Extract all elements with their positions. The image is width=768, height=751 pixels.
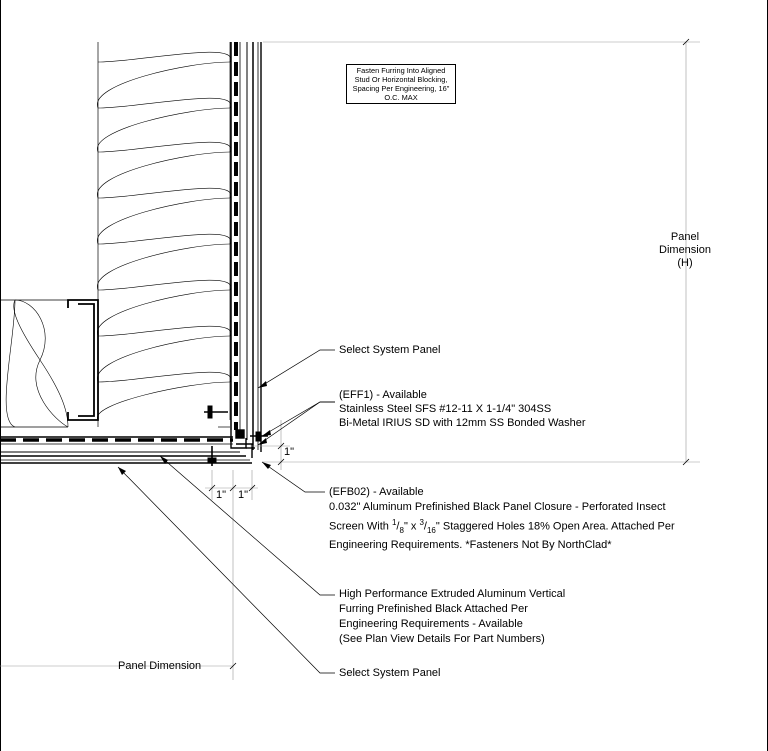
- efb02-line-4: Engineering Requirements. *Fasteners Not By NorthClad*: [329, 538, 612, 551]
- callout-efb02: [329, 485, 675, 553]
- panel-height-line-1: Panel: [670, 231, 700, 243]
- efb02-line-3: Screen With $^1/_8$" x $^3/_{16}$" Staggered Holes 18% Open Area. Attached Per: [329, 518, 675, 535]
- frac-2-numerator: 3: [419, 518, 424, 527]
- eff1-line-3: Bi-Metal IRIUS SD with 12mm SS Bonded Washer: [339, 417, 586, 429]
- panel-height-dimension-label: [650, 231, 720, 270]
- dimension-ticks: [209, 39, 689, 669]
- offset-dimension-right: 1": [238, 489, 249, 501]
- efb02-line-3-b: " x: [403, 520, 420, 533]
- furring-line-2: Furring Prefinished Black Attached Per: [339, 603, 528, 615]
- furring-line-1: High Performance Extruded Aluminum Vertical: [339, 588, 566, 600]
- frac-1-denominator: 8: [399, 525, 404, 535]
- panel-vertical: [247, 42, 261, 452]
- offset-dimension-vertical: 1": [284, 446, 295, 458]
- steel-stud: [68, 300, 98, 420]
- note-line-3: Spacing Per Engineering, 16": [352, 84, 450, 93]
- panel-height-line-3: (H): [677, 257, 693, 269]
- eff1-line-2: Stainless Steel SFS #12-11 X 1-1/4" 304SS: [339, 403, 552, 415]
- callout-furring: [339, 587, 565, 647]
- efb02-line-3-d: Attached Per: [611, 520, 675, 533]
- efb02-line-3-c: " Staggered Holes 18% Open Area.: [435, 520, 609, 533]
- insulation-batt: [0, 42, 230, 427]
- fastener-upper: [204, 406, 228, 418]
- furring-line-4: (See Plan View Details For Part Numbers): [339, 633, 545, 645]
- offset-dimension-left: 1": [216, 489, 227, 501]
- furring-line-3: Engineering Requirements - Available: [339, 618, 523, 630]
- leader-lines: [118, 350, 335, 673]
- callout-select-panel-top: Select System Panel: [339, 344, 441, 356]
- leader-arrowheads: [118, 381, 271, 475]
- efb02-line-2: 0.032" Aluminum Prefinished Black Panel Closure - Perforated Insect: [329, 501, 666, 513]
- sheathing-vertical: [231, 42, 240, 430]
- efb02-line-3-a: Screen With: [329, 520, 392, 533]
- fastening-note-box: [346, 64, 456, 104]
- frac-2-denominator: 16: [426, 525, 436, 535]
- note-line-1: Fasten Furring Into Aligned: [356, 66, 446, 75]
- panel-closure-corner: [231, 430, 255, 458]
- eff1-title: (EFF1) - Available: [339, 389, 427, 401]
- insulation-pattern-vertical: [97, 52, 230, 420]
- frac-1-numerator: 1: [391, 518, 397, 527]
- callout-eff1: [339, 388, 586, 430]
- callout-select-panel-bottom: Select System Panel: [339, 667, 441, 679]
- note-line-4: O.C. MAX: [384, 93, 418, 102]
- insulation-pattern-horizontal: [6, 300, 68, 427]
- note-line-2: Stud Or Horizontal Blocking,: [354, 75, 448, 84]
- dimension-lines: [0, 42, 700, 680]
- panel-height-line-2: Dimension: [659, 244, 711, 256]
- panel-width-dimension-label: Panel Dimension: [118, 660, 202, 672]
- efb02-title: (EFB02) - Available: [329, 486, 424, 498]
